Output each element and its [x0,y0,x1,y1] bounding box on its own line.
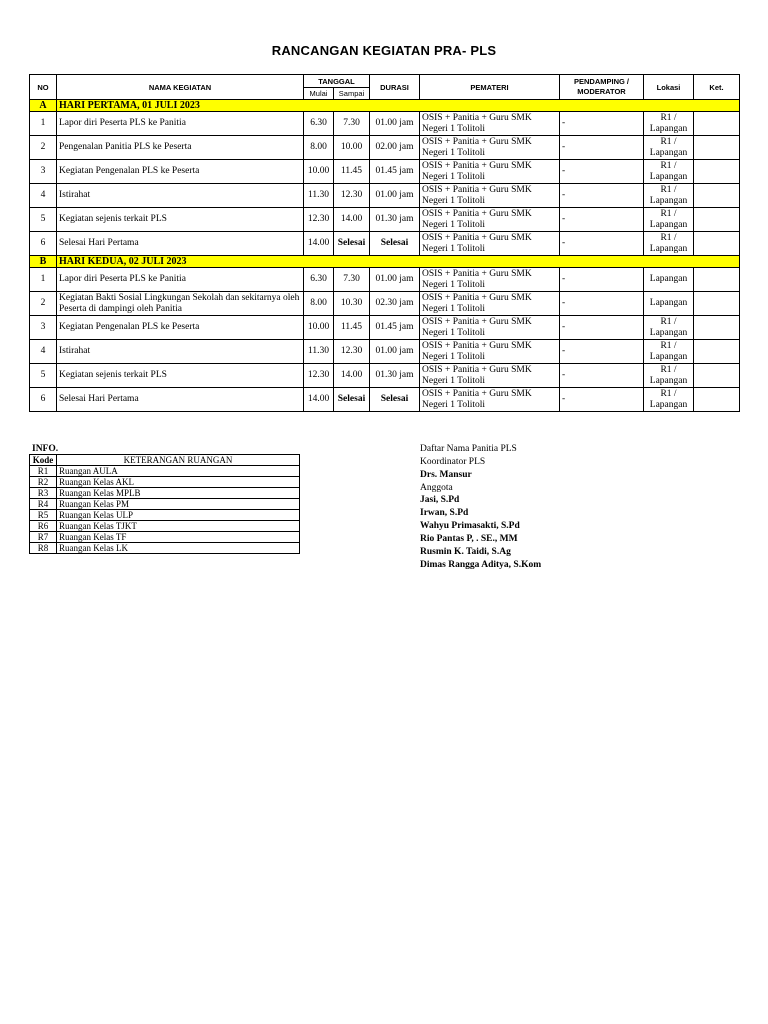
start-time: 11.30 [304,340,334,364]
moderator: - [560,208,644,232]
remarks [694,268,740,292]
header-pemateri: PEMATERI [420,75,560,100]
activity-name: Pengenalan Panitia PLS ke Peserta [57,136,304,160]
room-name: Ruangan AULA [57,466,300,477]
speaker: OSIS + Panitia + Guru SMK Negeri 1 Tolitoli [420,160,560,184]
room-code: R3 [30,488,57,499]
start-time: 12.30 [304,364,334,388]
room-name: Ruangan Kelas ULP [57,510,300,521]
room-kode-header: Kode [30,455,57,466]
members-label: Anggota [420,482,453,493]
moderator: - [560,268,644,292]
location: R1 / Lapangan [644,160,694,184]
remarks [694,340,740,364]
remarks [694,136,740,160]
row-number: 4 [30,184,57,208]
section-title: HARI KEDUA, 02 JULI 2023 [57,256,740,268]
table-row [30,112,740,136]
member-name: Irwan, S.Pd [420,508,469,519]
duration: 01.45 jam [370,160,420,184]
remarks [694,364,740,388]
end-time: Selesai [334,388,370,412]
end-time: 14.00 [334,364,370,388]
speaker: OSIS + Panitia + Guru SMK Negeri 1 Tolitoli [420,136,560,160]
speaker: OSIS + Panitia + Guru SMK Negeri 1 Tolitoli [420,388,560,412]
room-code: R7 [30,532,57,543]
activity-name: Kegiatan Pengenalan PLS ke Peserta [57,316,304,340]
speaker: OSIS + Panitia + Guru SMK Negeri 1 Tolitoli [420,232,560,256]
duration: Selesai [370,232,420,256]
start-time: 14.00 [304,388,334,412]
location: R1 / Lapangan [644,340,694,364]
schedule-body [30,100,740,412]
location: R1 / Lapangan [644,136,694,160]
activity-name: Istirahat [57,340,304,364]
moderator: - [560,136,644,160]
room-code: R2 [30,477,57,488]
room-name: Ruangan Kelas LK [57,543,300,554]
remarks [694,292,740,316]
end-time: 7.30 [334,112,370,136]
header-mulai: Mulai [304,88,334,100]
row-number: 4 [30,340,57,364]
duration: 02.00 jam [370,136,420,160]
end-time: 12.30 [334,340,370,364]
coordinator-label: Koordinator PLS [420,456,486,467]
location: R1 / Lapangan [644,316,694,340]
speaker: OSIS + Panitia + Guru SMK Negeri 1 Tolitoli [420,340,560,364]
moderator: - [560,232,644,256]
schedule-table [29,74,740,412]
remarks [694,388,740,412]
remarks [694,112,740,136]
header-no: NO [30,75,57,100]
coordinator-name: Drs. Mansur [420,469,472,480]
location: R1 / Lapangan [644,112,694,136]
location: R1 / Lapangan [644,388,694,412]
room-row [30,499,300,510]
end-time: 10.30 [334,292,370,316]
end-time: 10.00 [334,136,370,160]
room-code: R5 [30,510,57,521]
table-row [30,292,740,316]
room-legend-body [30,466,300,554]
info-label: INFO. [32,444,59,454]
moderator: - [560,292,644,316]
room-code: R4 [30,499,57,510]
header-nama-kegiatan: NAMA KEGIATAN [57,75,304,100]
end-time: 14.00 [334,208,370,232]
member-name: Rio Pantas P, . SE., MM [420,533,518,544]
duration: 02.30 jam [370,292,420,316]
room-row [30,510,300,521]
section-title: HARI PERTAMA, 01 JULI 2023 [57,100,740,112]
member-name: Wahyu Primasakti, S.Pd [420,521,520,532]
end-time: 11.45 [334,316,370,340]
remarks [694,184,740,208]
room-legend-table [29,454,300,554]
row-number: 6 [30,388,57,412]
start-time: 8.00 [304,136,334,160]
moderator: - [560,316,644,340]
room-name: Ruangan Kelas AKL [57,477,300,488]
row-number: 3 [30,160,57,184]
speaker: OSIS + Panitia + Guru SMK Negeri 1 Tolitoli [420,184,560,208]
room-row [30,543,300,554]
document-title: RANCANGAN KEGIATAN PRA- PLS [271,43,497,58]
moderator: - [560,388,644,412]
moderator: - [560,340,644,364]
room-name: Ruangan Kelas MPLB [57,488,300,499]
location: Lapangan [644,268,694,292]
table-row [30,184,740,208]
moderator: - [560,184,644,208]
activity-name: Kegiatan Pengenalan PLS ke Peserta [57,160,304,184]
start-time: 11.30 [304,184,334,208]
section-header [30,256,740,268]
start-time: 6.30 [304,112,334,136]
activity-name: Istirahat [57,184,304,208]
location: Lapangan [644,292,694,316]
header-durasi: DURASI [370,75,420,100]
room-code: R8 [30,543,57,554]
duration: 01.00 jam [370,268,420,292]
activity-name: Selesai Hari Pertama [57,388,304,412]
duration: 01.00 jam [370,112,420,136]
room-row [30,477,300,488]
speaker: OSIS + Panitia + Guru SMK Negeri 1 Tolitoli [420,208,560,232]
row-number: 1 [30,112,57,136]
speaker: OSIS + Panitia + Guru SMK Negeri 1 Tolitoli [420,364,560,388]
row-number: 2 [30,292,57,316]
duration: 01.45 jam [370,316,420,340]
header-lokasi: Lokasi [644,75,694,100]
header-tanggal: TANGGAL [304,75,370,88]
start-time: 14.00 [304,232,334,256]
end-time: 11.45 [334,160,370,184]
location: R1 / Lapangan [644,184,694,208]
location: R1 / Lapangan [644,208,694,232]
speaker: OSIS + Panitia + Guru SMK Negeri 1 Tolitoli [420,112,560,136]
committee-list [420,443,720,571]
activity-name: Kegiatan sejenis terkait PLS [57,208,304,232]
row-number: 5 [30,208,57,232]
room-row [30,532,300,543]
duration: 01.00 jam [370,340,420,364]
start-time: 8.00 [304,292,334,316]
location: R1 / Lapangan [644,232,694,256]
row-number: 6 [30,232,57,256]
section-header [30,100,740,112]
table-row [30,316,740,340]
header-pendamping: PENDAMPING / MODERATOR [560,75,644,100]
end-time: 7.30 [334,268,370,292]
remarks [694,316,740,340]
speaker: OSIS + Panitia + Guru SMK Negeri 1 Tolitoli [420,292,560,316]
location: R1 / Lapangan [644,364,694,388]
header-sampai: Sampai [334,88,370,100]
duration: 01.30 jam [370,208,420,232]
start-time: 6.30 [304,268,334,292]
header-ket: Ket. [694,75,740,100]
table-row [30,136,740,160]
start-time: 12.30 [304,208,334,232]
member-name: Rusmin K. Taidi, S.Ag [420,546,511,557]
start-time: 10.00 [304,316,334,340]
duration: 01.30 jam [370,364,420,388]
activity-name: Lapor diri Peserta PLS ke Panitia [57,112,304,136]
member-name: Jasi, S.Pd [420,495,460,506]
room-keterangan-header: KETERANGAN RUANGAN [57,455,300,466]
table-row [30,364,740,388]
remarks [694,232,740,256]
speaker: OSIS + Panitia + Guru SMK Negeri 1 Tolitoli [420,268,560,292]
committee-heading: Daftar Nama Panitia PLS [420,444,517,454]
remarks [694,160,740,184]
room-code: R6 [30,521,57,532]
activity-name: Lapor diri Peserta PLS ke Panitia [57,268,304,292]
end-time: Selesai [334,232,370,256]
table-row [30,160,740,184]
room-row [30,466,300,477]
table-row [30,268,740,292]
table-row [30,340,740,364]
duration: Selesai [370,388,420,412]
duration: 01.00 jam [370,184,420,208]
room-name: Ruangan Kelas TF [57,532,300,543]
activity-name: Kegiatan sejenis terkait PLS [57,364,304,388]
room-row [30,488,300,499]
end-time: 12.30 [334,184,370,208]
table-row [30,208,740,232]
room-name: Ruangan Kelas PM [57,499,300,510]
room-row [30,521,300,532]
member-name: Dimas Rangga Aditya, S.Kom [420,559,542,570]
table-row [30,232,740,256]
remarks [694,208,740,232]
row-number: 2 [30,136,57,160]
section-code: A [30,100,57,112]
row-number: 3 [30,316,57,340]
section-code: B [30,256,57,268]
activity-name: Kegiatan Bakti Sosial Lingkungan Sekolah dan sekitarnya oleh Peserta di dampingi oleh Panitia [57,292,304,316]
start-time: 10.00 [304,160,334,184]
room-code: R1 [30,466,57,477]
room-name: Ruangan Kelas TJKT [57,521,300,532]
speaker: OSIS + Panitia + Guru SMK Negeri 1 Tolitoli [420,316,560,340]
moderator: - [560,160,644,184]
activity-name: Selesai Hari Pertama [57,232,304,256]
moderator: - [560,112,644,136]
members-list [420,494,720,571]
moderator: - [560,364,644,388]
table-row [30,388,740,412]
row-number: 1 [30,268,57,292]
row-number: 5 [30,364,57,388]
